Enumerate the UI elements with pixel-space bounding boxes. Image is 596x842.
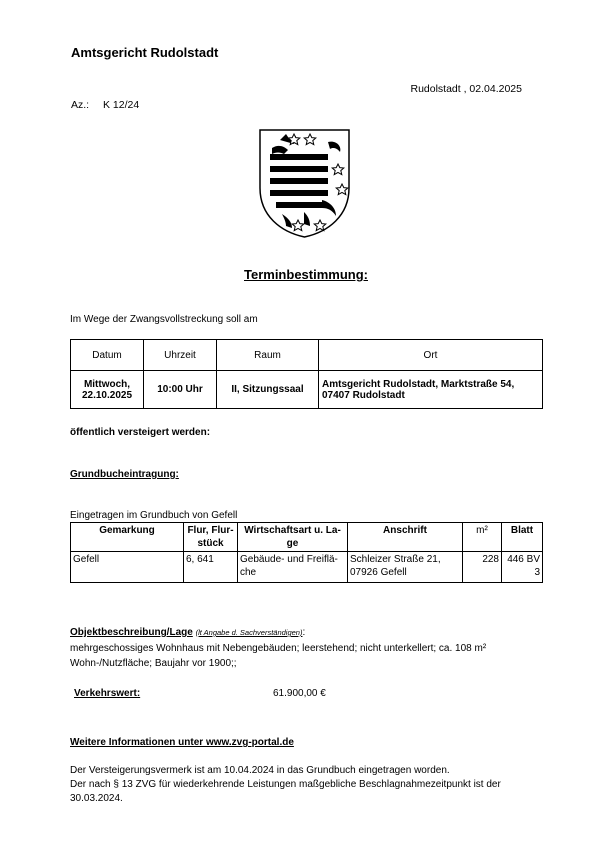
auction-text: öffentlich versteigert werden: (70, 427, 211, 438)
column-header-area: m² (463, 523, 502, 552)
cell-district: Gefell (71, 552, 184, 583)
place-date: Rudolstadt , 02.04.2025 (410, 83, 522, 95)
note-entry: Der Versteigerungsvermerk ist am 10.04.2024 in das Grundbuch eingetragen worden. (70, 765, 450, 776)
file-reference (71, 99, 139, 111)
object-description: mehrgeschossiges Wohnhaus mit Nebengebäuden; leerstehend; nicht unterkellert; ca. 108 m² Wohn-/Nutzfläche; Baujahr vor 1900;; (70, 643, 487, 669)
land-register-heading: Grundbucheintragung: (70, 469, 179, 480)
table-header-row (71, 523, 543, 552)
object-heading-note: (lt Angabe d. Sachverständigen) (195, 628, 303, 637)
cell-address: Schleizer Straße 21, 07926 Gefell (348, 552, 463, 583)
land-register-intro: Eingetragen im Grundbuch von Gefell (70, 510, 238, 521)
more-info-link[interactable]: Weitere Informationen unter www.zvg-portal.de (70, 737, 294, 748)
appointment-weekday: Mittwoch, (83, 378, 131, 390)
file-reference-label: Az.: (71, 99, 90, 111)
appointment-date (71, 371, 144, 409)
column-header-address: Anschrift (348, 523, 463, 552)
intro-text: Im Wege der Zwangsvollstreckung soll am (70, 314, 258, 325)
object-heading-title: Objektbeschreibung/Lage (70, 627, 193, 638)
table-header-row (71, 340, 543, 371)
column-header-date: Datum (71, 340, 144, 371)
cell-sheet: 446 BV 3 (502, 552, 543, 583)
file-reference-value: K 12/24 (103, 99, 140, 111)
column-header-district: Gemarkung (71, 523, 184, 552)
appointment-time: 10:00 Uhr (144, 371, 217, 409)
coat-of-arms-icon (258, 128, 351, 239)
page-title: Terminbestimmung: (244, 267, 368, 282)
market-value: 61.900,00 € (273, 688, 326, 699)
column-header-parcel: Flur, Flur-stück (184, 523, 238, 552)
appointment-room: II, Sitzungssaal (217, 371, 319, 409)
appointment-place: Amtsgericht Rudolstadt, Marktstraße 54, 07407 Rudolstadt (319, 371, 543, 409)
column-header-usage: Wirtschaftsart u. La-ge (238, 523, 348, 552)
object-heading-colon: : (302, 627, 306, 638)
column-header-room: Raum (217, 340, 319, 371)
column-header-time: Uhrzeit (144, 340, 217, 371)
cell-usage: Gebäude- und Freiflä-che (238, 552, 348, 583)
note-seizure: Der nach § 13 ZVG für wiederkehrende Leistungen maßgebliche Beschlagnahmezeitpunkt ist der 30.03.2024. (70, 779, 501, 804)
table-row (71, 552, 543, 583)
table-row (71, 371, 543, 409)
appointment-date-value: 22.10.2025 (81, 389, 133, 401)
appointment-table (70, 339, 543, 409)
object-heading (70, 627, 305, 638)
cell-parcel: 6, 641 (184, 552, 238, 583)
cell-area: 228 (463, 552, 502, 583)
court-name: Amtsgericht Rudolstadt (71, 45, 219, 60)
column-header-place: Ort (319, 340, 543, 371)
market-value-label: Verkehrswert: (74, 688, 141, 699)
notes (70, 764, 550, 806)
column-header-sheet: Blatt (502, 523, 543, 552)
land-register-table (70, 522, 543, 583)
